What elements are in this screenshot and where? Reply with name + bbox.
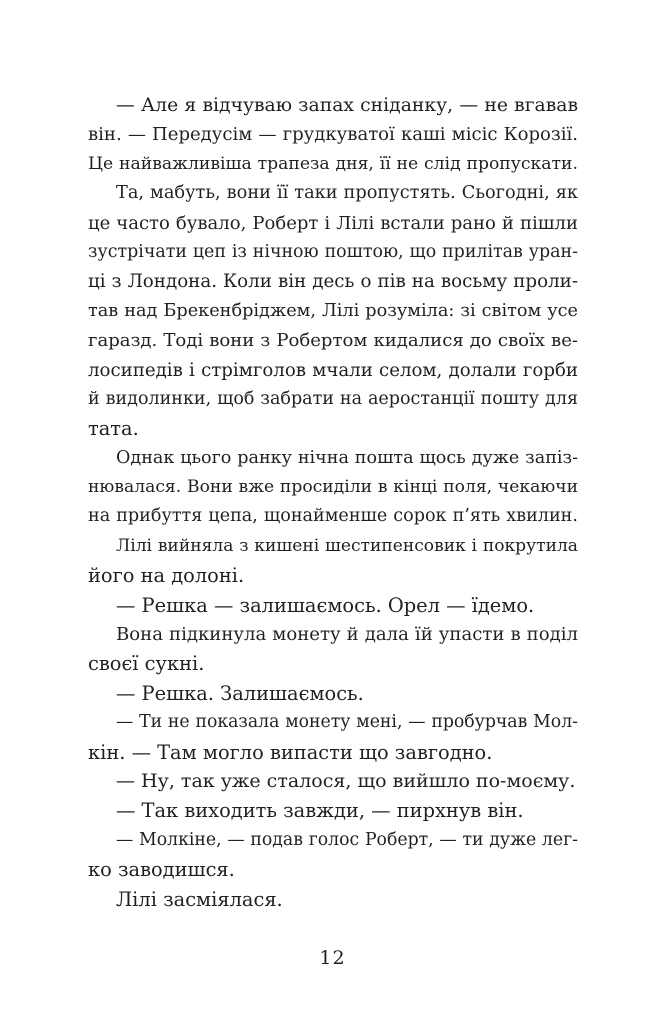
text-line: — Але я відчуваю запах сніданку, — не вгавав [116,95,578,116]
text-line: він. — Передусім — грудкуватої каші місіс Корозії. [88,124,578,146]
text-line: — Молкіне, — подав голос Роберт, — ти дуже лег- [116,829,578,850]
text-line: своєї сукні. [88,652,205,676]
text-line: зустрічати цеп із нічною поштою, що прилітав уран- [88,241,578,262]
text-line: на прибуття цепа, щонайменше сорок п’ять хвилин. [88,506,578,527]
text-line: Вона підкинула монету й дала їй упасти в поділ [116,624,578,646]
text-line: й видолинки, щоб забрати на аеростанції пошту для [88,388,578,409]
text-line: це часто бувало, Роберт і Лілі встали рано й пішли [88,212,578,234]
text-line: ко заводишся. [88,858,235,882]
page-number: 12 [319,947,346,969]
text-line: Та, мабуть, вони її таки пропустять. Сьогодні, як [116,183,578,204]
text-line: ці з Лондона. Коли він десь о пів на восьму проли- [88,271,578,293]
text-line: гаразд. Тоді вони з Робертом кидалися до своїх ве- [88,330,578,352]
text-line: Лілі вийняла з кишені шестипенсовик і покрутила [116,535,578,556]
text-line: — Решка — залишаємось. Орел — їдемо. [116,593,535,617]
text-line: тав над Брекенбріджем, Лілі розуміла: зі світом усе [88,300,578,321]
text-line: Лілі засміялася. [116,887,283,911]
text-line: кін. — Там могло випасти що завгодно. [88,740,493,764]
text-line: — Ти не показала монету мені, — пробурчав Мол- [116,712,578,733]
text-line: лосипедів і стрімголов мчали селом, долали горби [88,359,578,381]
text-line: нювалася. Вони вже просиділи в кінці поля, чекаючи [88,477,578,498]
text-line: Це найважливіша трапеза дня, її не слід пропускати. [88,153,578,174]
text-line: його на долоні. [88,564,245,588]
text-line: тата. [88,417,139,441]
text-line: — Решка. Залишаємось. [116,681,364,705]
text-line: — Так виходить завжди, — пирхнув він. [116,799,524,823]
text-line: — Ну, так уже сталося, що вийшло по-моєму. [116,769,576,792]
body-text [88,91,578,914]
text-line: Однак цього ранку нічна пошта щось дуже запіз- [116,447,578,468]
